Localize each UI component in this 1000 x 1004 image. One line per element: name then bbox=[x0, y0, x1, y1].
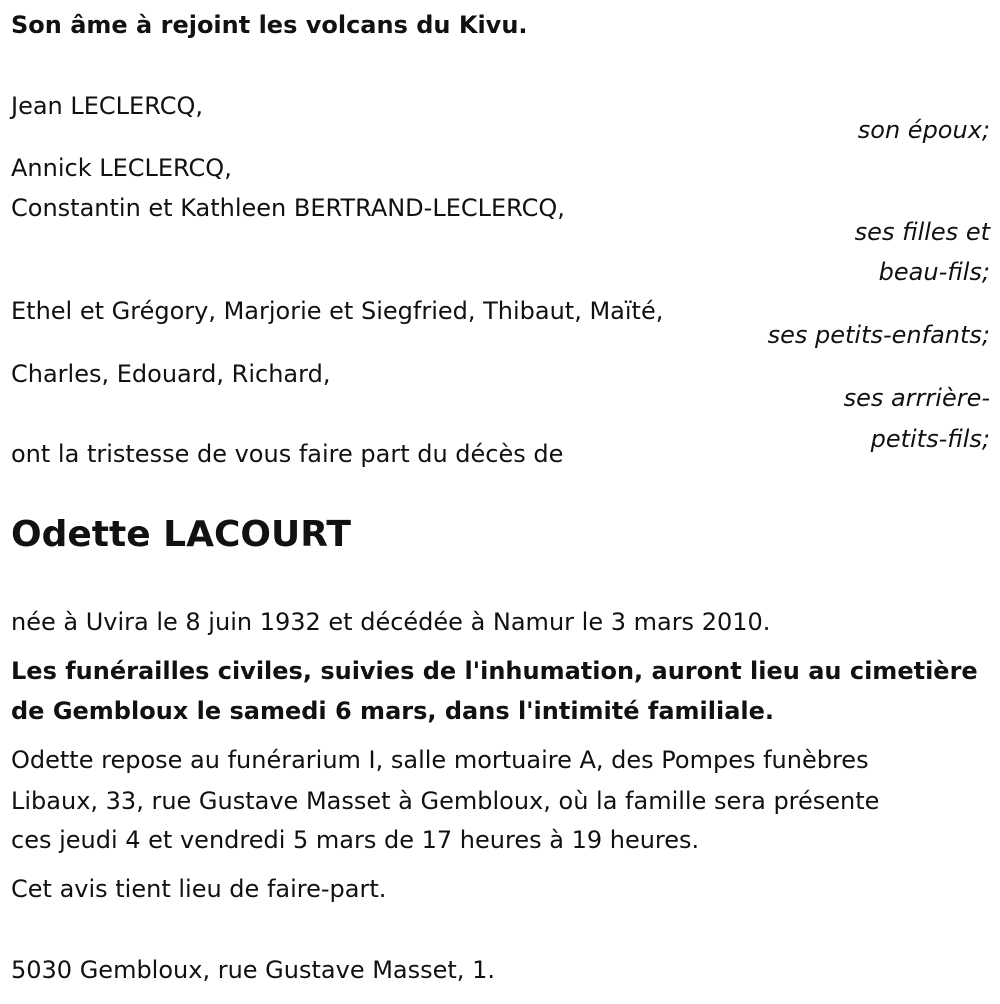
spouse-name: Jean LECLERCQ, bbox=[11, 92, 203, 120]
viewing-line-1: Odette repose au funérarium I, salle mortuaire A, des Pompes funèbres bbox=[11, 746, 869, 774]
daughter-name-2: Constantin et Kathleen BERTRAND-LECLERCQ, bbox=[11, 194, 565, 222]
funeral-line-1: Les funérailles civiles, suivies de l'inhumation, auront lieu au cimetière bbox=[11, 657, 978, 685]
viewing-line-3: ces jeudi 4 et vendredi 5 mars de 17 heures à 19 heures. bbox=[11, 826, 700, 854]
address: 5030 Gembloux, rue Gustave Masset, 1. bbox=[11, 956, 495, 984]
spouse-relation: son époux; bbox=[857, 116, 990, 144]
epigraph: Son âme à rejoint les volcans du Kivu. bbox=[11, 11, 528, 39]
grandchildren-names: Ethel et Grégory, Marjorie et Siegfried, Thibaut, Maïté, bbox=[11, 297, 664, 325]
great-grandchildren-relation-line2: petits-fils; bbox=[870, 425, 990, 453]
daughters-relation-line2: beau-fils; bbox=[878, 258, 990, 286]
deceased-name: Odette LACOURT bbox=[11, 514, 351, 555]
great-grandchildren-relation-line1: ses arrrière- bbox=[843, 384, 990, 412]
grandchildren-relation: ses petits-enfants; bbox=[767, 321, 990, 349]
viewing-line-2: Libaux, 33, rue Gustave Masset à Gembloux, où la famille sera présente bbox=[11, 787, 880, 815]
daughter-name-1: Annick LECLERCQ, bbox=[11, 154, 232, 182]
funeral-line-2: de Gembloux le samedi 6 mars, dans l'intimité familiale. bbox=[11, 697, 775, 725]
birth-death-dates: née à Uvira le 8 juin 1932 et décédée à Namur le 3 mars 2010. bbox=[11, 608, 771, 636]
daughters-relation-line1: ses filles et bbox=[854, 218, 990, 246]
announcement: ont la tristesse de vous faire part du décès de bbox=[11, 440, 564, 468]
notice: Cet avis tient lieu de faire-part. bbox=[11, 875, 387, 903]
great-grandchildren-names: Charles, Edouard, Richard, bbox=[11, 360, 331, 388]
